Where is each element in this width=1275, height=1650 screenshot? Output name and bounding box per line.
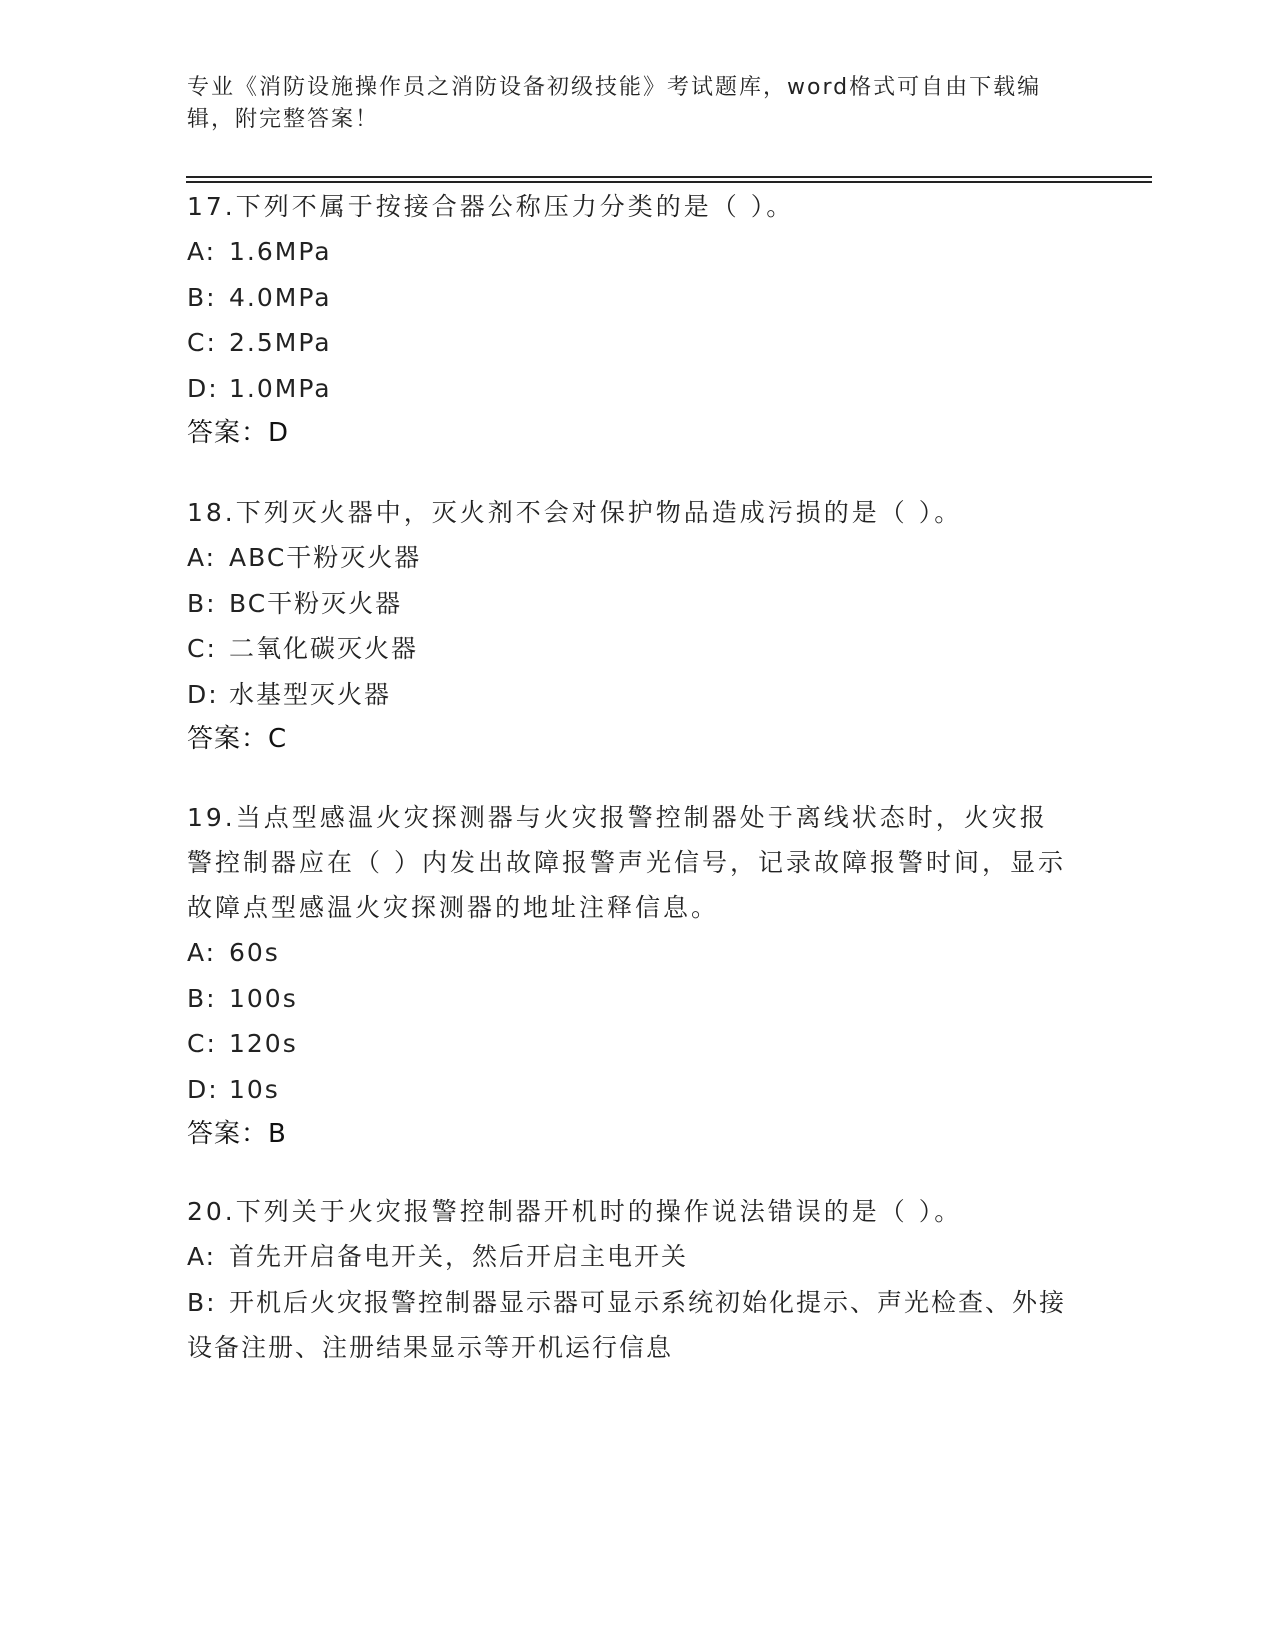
option-text: 二氧化碳灭火器	[229, 634, 419, 663]
answer-text: 答案：D	[187, 418, 290, 448]
option-label: A:	[187, 938, 217, 967]
option-d	[187, 672, 1107, 718]
option-b	[187, 1280, 1067, 1371]
option-label: B:	[187, 983, 217, 1013]
option-b	[187, 976, 1067, 1022]
option-a	[187, 1234, 1067, 1280]
question-20	[187, 1189, 1067, 1371]
option-a	[187, 229, 1107, 275]
question-17	[187, 184, 1107, 456]
option-text: 60s	[229, 938, 280, 967]
option-text: 10s	[229, 1074, 280, 1104]
option-label: D:	[187, 679, 219, 709]
question-title: 20.下列关于火灾报警控制器开机时的操作说法错误的是（ ）。	[187, 1197, 963, 1226]
option-label: C:	[187, 328, 217, 357]
header-rule-bottom	[186, 181, 1152, 183]
option-label: B:	[187, 1287, 217, 1317]
question-title: 18.下列灭火器中，灭火剂不会对保护物品造成污损的是（ ）。	[187, 498, 963, 527]
option-d	[187, 1067, 1067, 1113]
option-text: 4.0MPa	[229, 282, 332, 312]
option-c	[187, 626, 1107, 672]
option-label: D:	[187, 1074, 219, 1104]
option-a	[187, 535, 1107, 581]
option-label: A:	[187, 237, 217, 266]
option-text: 2.5MPa	[229, 328, 332, 357]
option-text: 水基型灭火器	[229, 679, 392, 709]
option-label: A:	[187, 1242, 217, 1271]
option-label: C:	[187, 634, 217, 663]
option-label: C:	[187, 1029, 217, 1058]
option-text: 120s	[229, 1029, 298, 1058]
option-c	[187, 320, 1107, 366]
option-b	[187, 581, 1107, 627]
option-text: 开机后火灾报警控制器显示器可显示系统初始化提示、声光检查、外接设备注册、注册结果显示等开机运行信息	[187, 1287, 1067, 1362]
option-label: A:	[187, 543, 217, 572]
option-text: 首先开启备电开关，然后开启主电开关	[229, 1242, 689, 1271]
option-b	[187, 275, 1107, 321]
option-d	[187, 366, 1107, 412]
question-title: 17.下列不属于按接合器公称压力分类的是（ ）。	[187, 192, 795, 221]
answer-text: 答案：C	[187, 724, 288, 754]
option-a	[187, 930, 1067, 976]
option-text: 1.0MPa	[229, 373, 332, 403]
option-text: 100s	[229, 983, 298, 1013]
document-header: 专业《消防设施操作员之消防设备初级技能》考试题库，word格式可自由下载编辑，附完整答案！	[187, 75, 1042, 132]
option-label: B:	[187, 282, 217, 312]
option-c	[187, 1021, 1067, 1067]
question-19	[187, 795, 1067, 1157]
question-title: 19.当点型感温火灾探测器与火灾报警控制器处于离线状态时，火灾报警控制器应在（ ）内发出故障报警声光信号，记录故障报警时间，显示故障点型感温火灾探测器的地址注释信息。	[187, 803, 1066, 922]
option-text: BC干粉灭火器	[229, 588, 403, 618]
option-label: D:	[187, 373, 219, 403]
answer-text: 答案：B	[187, 1119, 287, 1149]
option-text: 1.6MPa	[229, 237, 332, 266]
option-label: B:	[187, 588, 217, 618]
question-18	[187, 490, 1107, 762]
option-text: ABC干粉灭火器	[229, 543, 422, 572]
header-rule-top	[186, 176, 1152, 178]
